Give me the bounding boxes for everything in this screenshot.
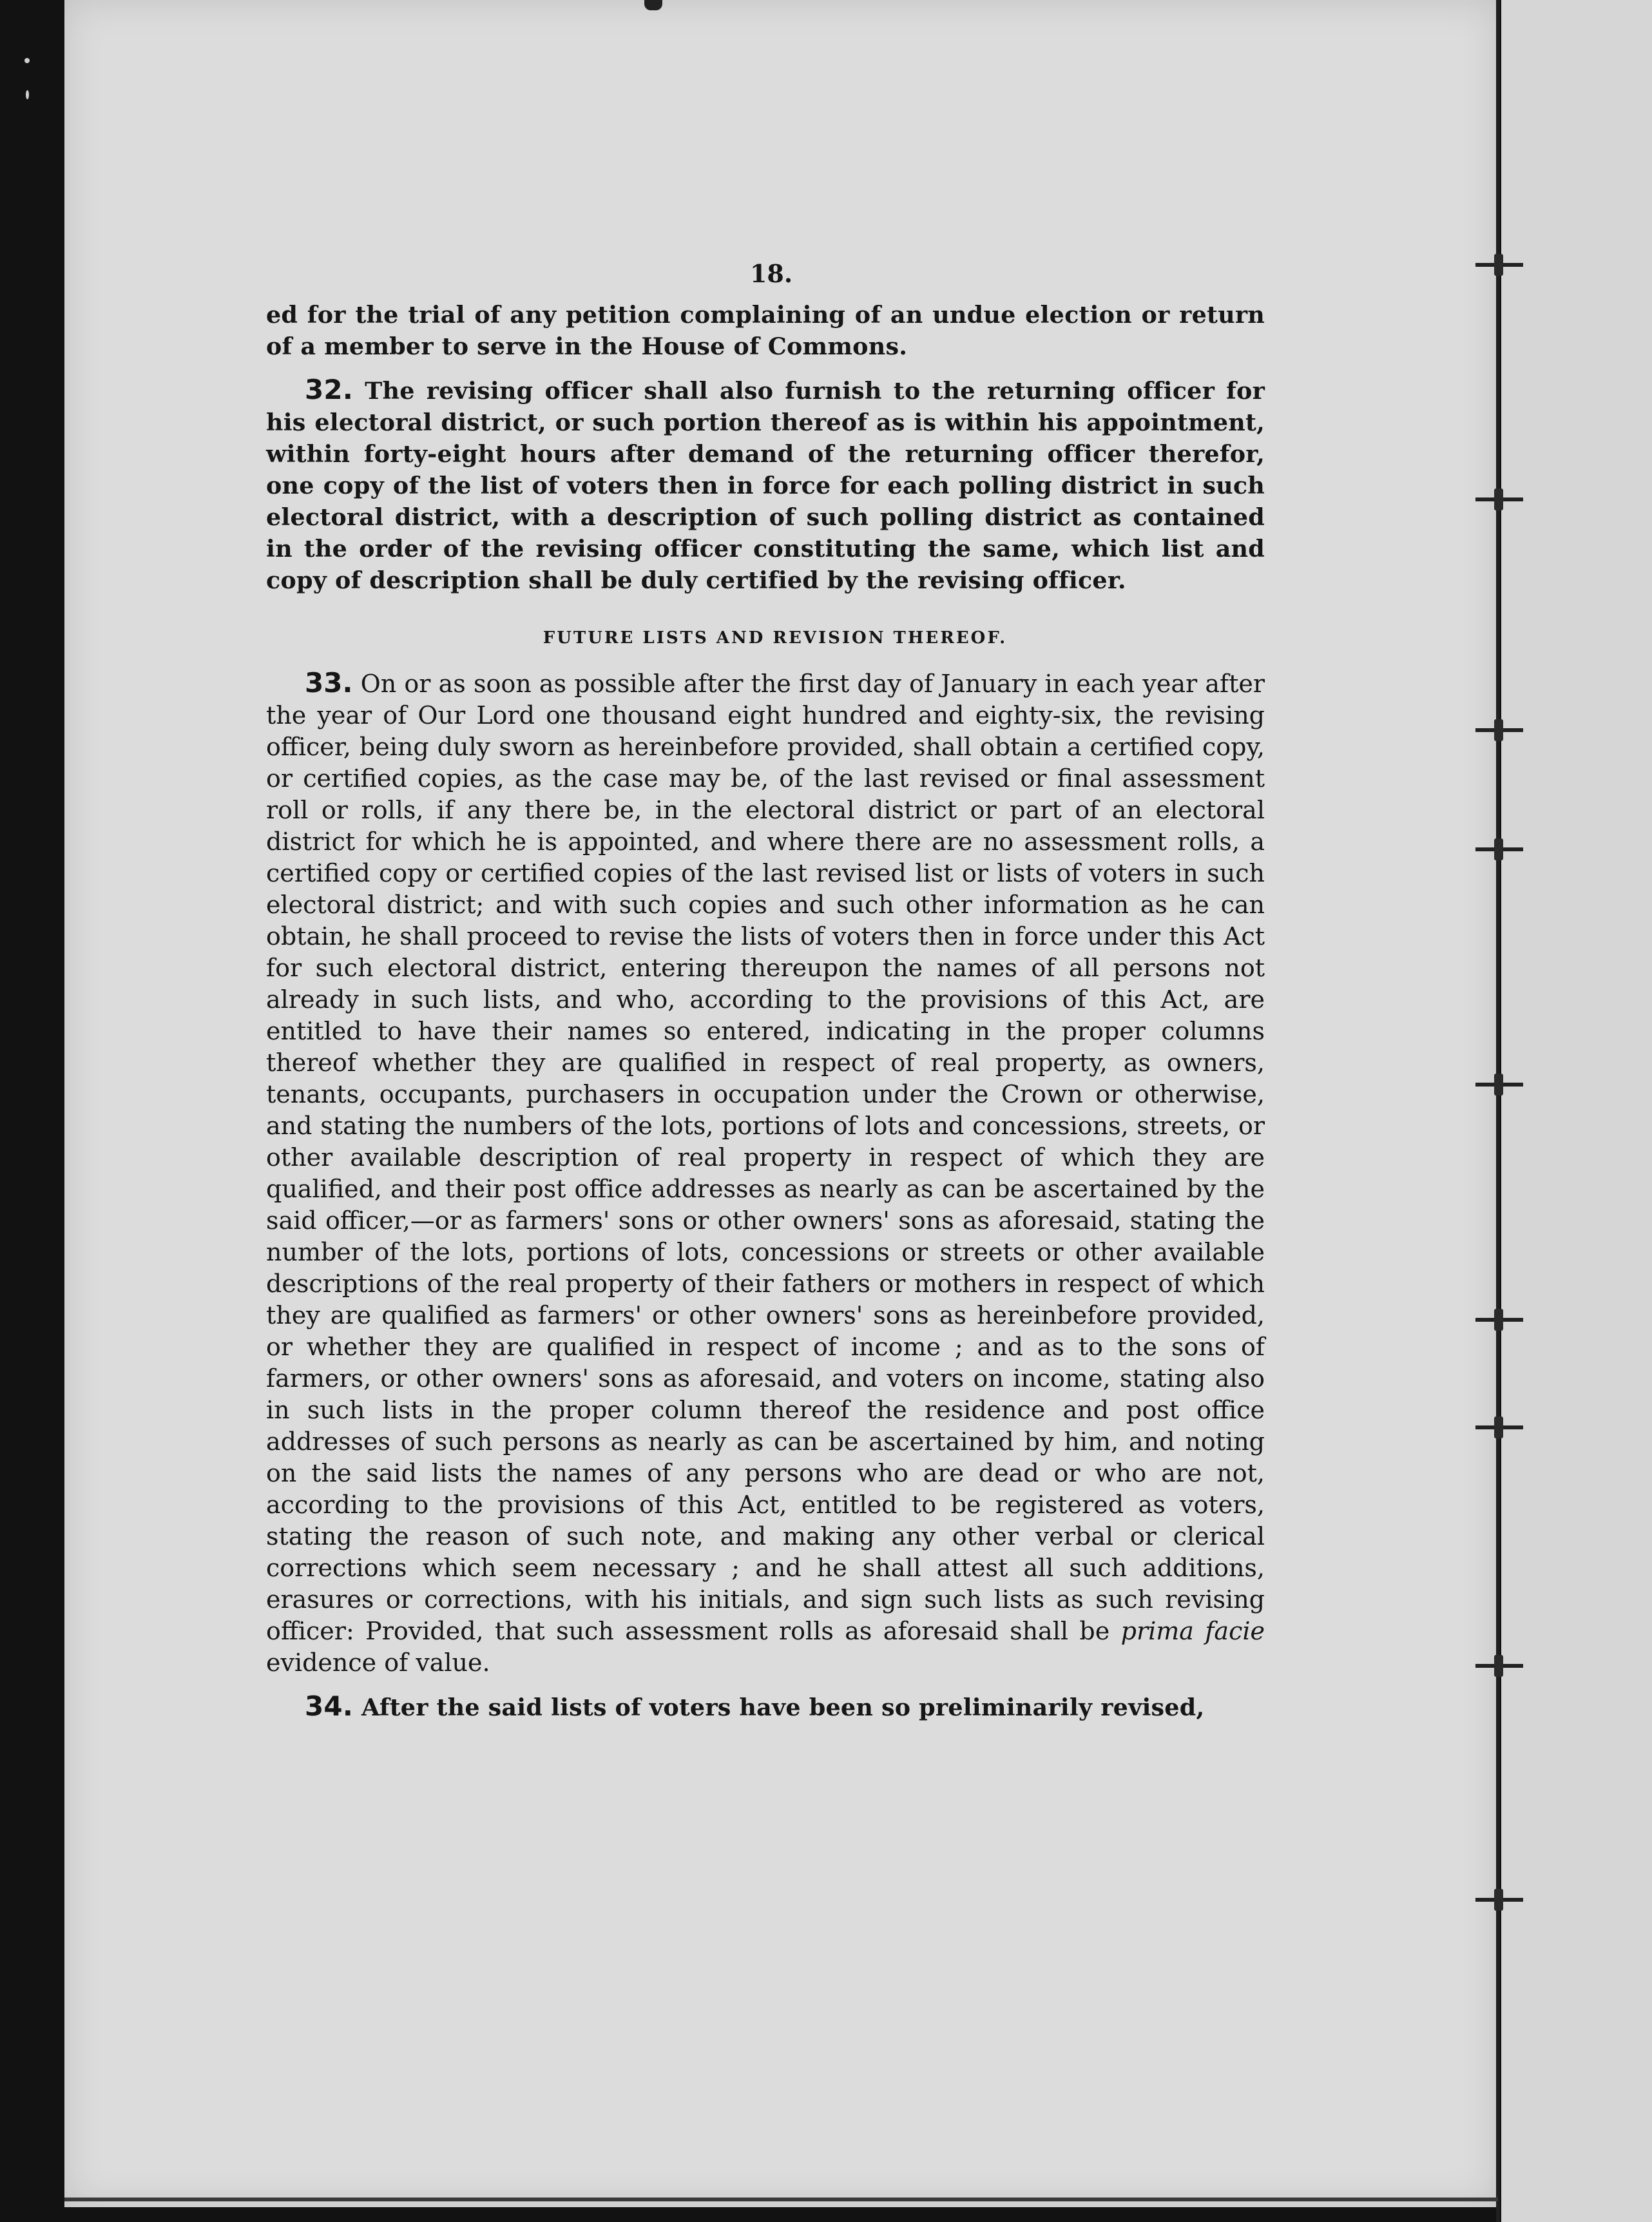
section-text: The revising officer shall also furnish to the returning officer for his electoral district, or such portion thereof as is within his appointment, within forty-eight hours after demand of the returning officer therefor, one copy of the list of voters then in force for each polling district in such electoral district, with a description of such polling district as contained in the order of the revising officer constituting the same, which list and copy of description shall be duly certified by the revising officer.	[266, 377, 1265, 594]
margin-speck	[24, 58, 30, 63]
page-number: 18.	[749, 259, 793, 288]
binding-stitch	[1475, 728, 1523, 746]
page-text	[266, 253, 1265, 1723]
margin-speck	[26, 90, 29, 99]
adjacent-page-edge	[1501, 0, 1652, 2222]
section-heading: FUTURE LISTS AND REVISION THEREOF.	[543, 628, 1008, 648]
binding-stitch	[1475, 1083, 1523, 1101]
section-34	[266, 1690, 1265, 1723]
italic-phrase: prima facie	[1120, 1617, 1265, 1645]
section-32	[266, 374, 1265, 596]
section-number: 32.	[305, 374, 354, 405]
section-33	[266, 667, 1265, 1679]
binding-stitch	[1475, 847, 1523, 865]
continuation-paragraph: ed for the trial of any petition complaining of an undue election or return of a member to serve in the House of Commons.	[266, 301, 1265, 360]
page-bottom-edge	[64, 2198, 1498, 2201]
binding-stitch	[1475, 498, 1523, 516]
binding-stitch	[1475, 263, 1523, 281]
section-text-end: evidence of value.	[266, 1648, 490, 1677]
section-text: After the said lists of voters have been so preliminarily revised,	[361, 1694, 1205, 1721]
binding-stitch	[1475, 1664, 1523, 1682]
section-number: 33.	[305, 667, 353, 699]
section-text: On or as soon as possible after the first day of January in each year after the year of Our Lord one thousand eight hundred and eighty-six, the revising officer, being duly sworn as hereinbefore provided, shall obtain a certified copy, or certified copies, as the case may be, of the last revised or final assessment roll or rolls, if any there be, in the electoral district or part of an electoral district for which he is appointed, and where there are no assessment rolls, a certified copy or certified copies of the last revised list or lists of voters in such electoral district; and with such copies and such other information as he can obtain, he shall proceed to revise the lists of voters then in force under this Act for such electoral district, entering thereupon the names of all persons not already in such lists, and who, according to the provisions of this Act, are entitled to have their names so entered, indicating in the proper columns thereof whether they are qualified in respect of real property, as owners, tenants, occupants, purchasers in occupation under the Crown or otherwise, and stating the numbers of the lots, portions of lots and concessions, streets, or other available description of real property in respect of which they are qualified, and their post office addresses as nearly as can be ascertained by the said officer,—or as farmers' sons or other owners' sons as aforesaid, stating the number of the lots, portions of lots, concessions or streets or other available descriptions of the real property of their fathers or mothers in respect of which they are qualified as farmers' or other owners' sons as hereinbefore provided, or whether they are qualified in respect of income ; and as to the sons of farmers, or other owners' sons as aforesaid, and voters on income, stating also in such lists in the proper column thereof the residence and post office addresses of such persons as nearly as can be ascertained by him, and noting on the said lists the names of any persons who are dead or who are not, according to the provisions of this Act, entitled to be registered as voters, stating the reason of such note, and making any other verbal or clerical corrections which seem necessary ; and he shall attest all such additions, erasures or corrections, with his initials, and sign such lists as such revising officer: Provided, that such assessment rolls as aforesaid shall be	[266, 670, 1265, 1645]
binding-stitch	[1475, 1425, 1523, 1444]
section-number: 34.	[305, 1690, 354, 1722]
binding-stitch	[1475, 1318, 1523, 1336]
top-edge-mark	[644, 0, 662, 10]
binding-stitch	[1475, 1898, 1523, 1916]
